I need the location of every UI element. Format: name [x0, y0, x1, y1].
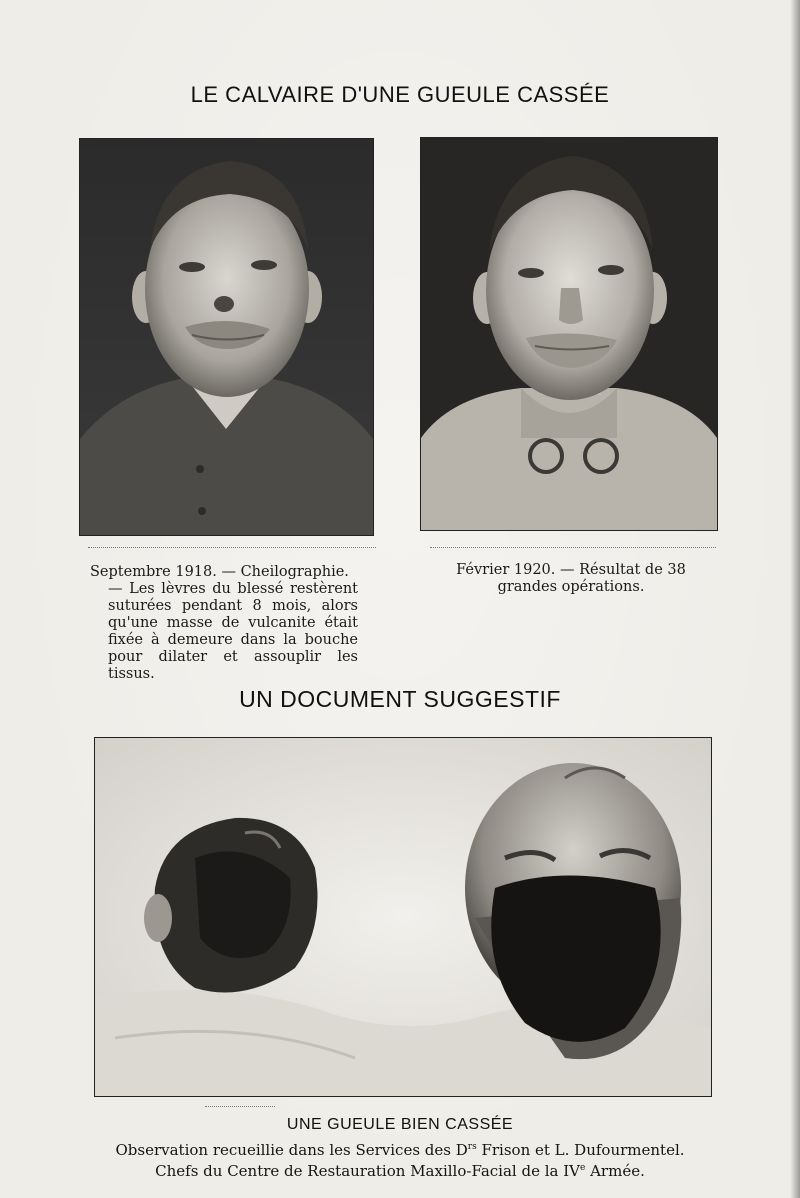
figure-credit — [0, 1138, 800, 1180]
figure-title: UNE GUEULE BIEN CASSÉE — [286, 1116, 514, 1133]
credit-line-2-superscript: e — [580, 1163, 586, 1173]
caption-1918 — [90, 564, 358, 683]
credit-line-1 — [0, 1138, 800, 1159]
credit-line-2 — [0, 1159, 800, 1180]
page-title: LE CALVAIRE D'UNE GUEULE CASSÉE — [190, 82, 610, 107]
credit-line-1-text: Observation recueillie dans les Services des D — [115, 1141, 468, 1159]
divider-dotted — [205, 1106, 275, 1107]
caption-1918-text: — Les lèvres du blessé restèrent suturées pendant 8 mois, alors qu'une masse de vulcanite était fixée à demeure dans la bouche pour dilater et assouplir les tissus. — [108, 581, 358, 682]
divider-dotted — [430, 547, 716, 548]
caption-1920: Février 1920. — Résultat de 38 grandes opérations. — [456, 562, 686, 595]
credit-line-2-text: Chefs du Centre de Restauration Maxillo-Facial de la IV — [155, 1162, 580, 1180]
credit-line-2-army: Armée. — [585, 1162, 645, 1180]
section-title: UN DOCUMENT SUGGESTIF — [239, 686, 561, 712]
credit-line-1-superscript: rs — [467, 1142, 477, 1152]
divider-dotted — [88, 547, 376, 548]
credit-line-1-names: Frison et L. Dufourmentel. — [476, 1141, 685, 1159]
photo-facial-casts — [95, 738, 711, 1096]
photo-portrait-1918 — [80, 139, 373, 535]
photo-portrait-1920 — [421, 138, 717, 530]
caption-1918-date: Septembre 1918. — Cheilographie. — [90, 564, 349, 580]
page-edge-shadow — [790, 0, 800, 1198]
